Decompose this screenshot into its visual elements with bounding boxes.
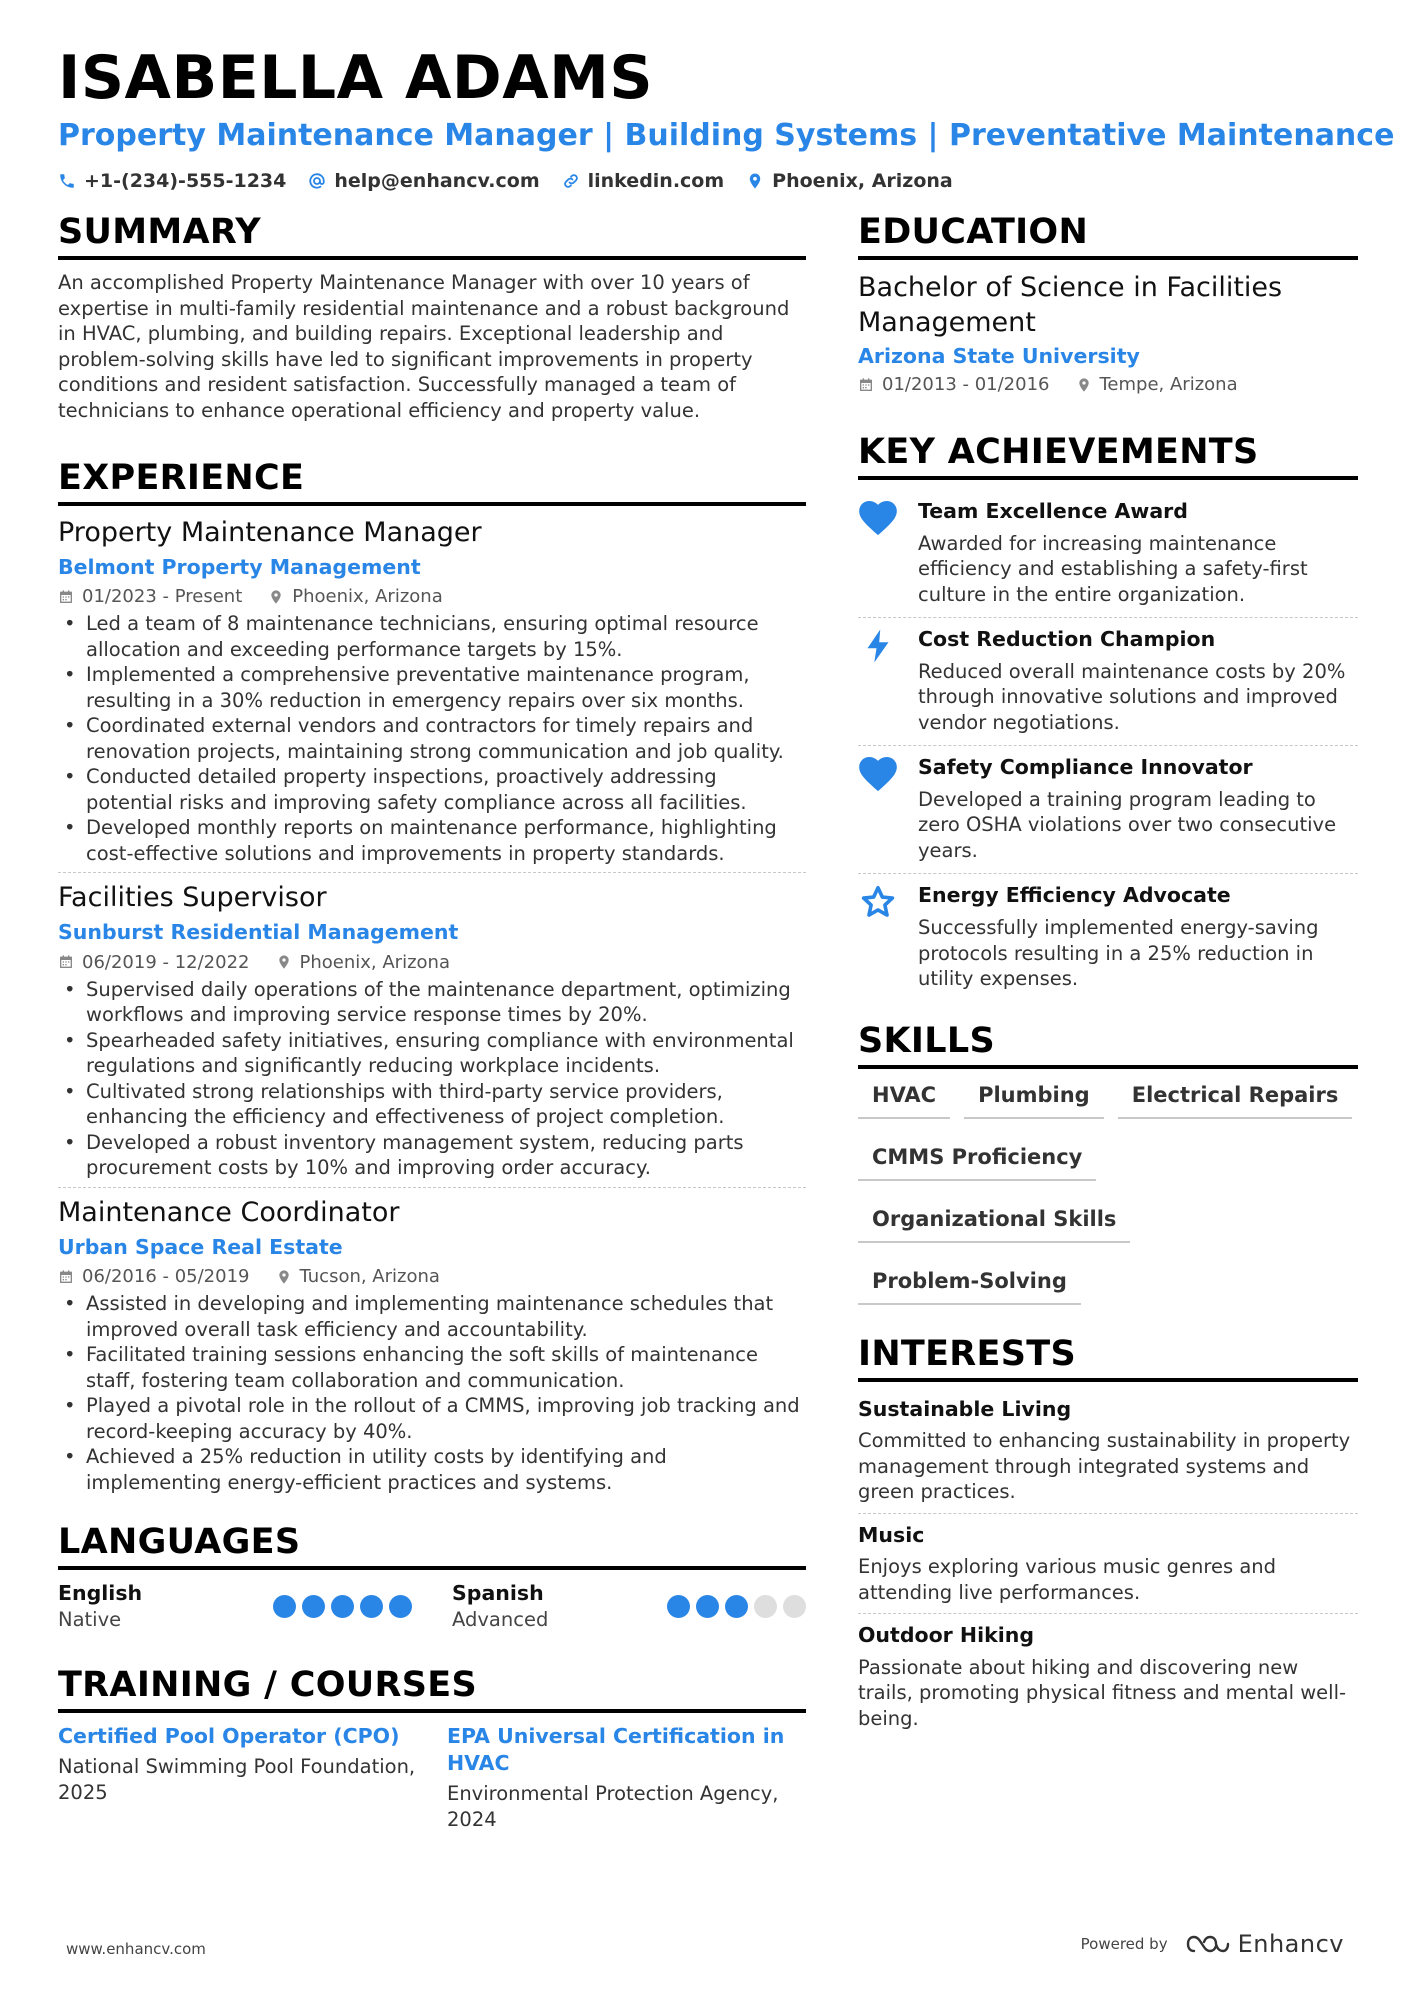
education-location: Tempe, Arizona <box>1099 374 1238 395</box>
education-heading: EDUCATION <box>858 215 1358 260</box>
rating-dot-filled <box>273 1595 296 1618</box>
bullet-item: • Assisted in developing and implementing maintenance schedules that improved overall task efficiency and accountability. <box>58 1291 806 1342</box>
location-icon <box>746 172 764 190</box>
rating-dot-empty <box>754 1595 777 1618</box>
job-meta <box>58 586 806 607</box>
location-icon <box>276 1269 292 1285</box>
bullet-item: • Led a team of 8 maintenance technicians, ensuring optimal resource allocation and exceeding performance targets by 15%. <box>58 611 806 662</box>
bullet-item: • Achieved a 25% reduction in utility costs by identifying and implementing energy-efficient practices and systems. <box>58 1444 806 1495</box>
achievement-desc: Reduced overall maintenance costs by 20% through innovative solutions and improved vendor negotiations. <box>918 659 1346 734</box>
bullet-item: • Coordinated external vendors and contractors for timely repairs and renovation projects, maintaining strong communication and job quality. <box>58 713 806 764</box>
job-title: Maintenance Coordinator <box>58 1196 400 1228</box>
job-bullets <box>58 611 806 866</box>
contact-bar <box>58 170 953 192</box>
headline: Property Maintenance Manager | Building Systems | Preventative Maintenance <box>58 118 1395 153</box>
powered-by-label: Powered by <box>1080 1935 1168 1953</box>
rating-dot-filled <box>725 1595 748 1618</box>
skills-list <box>858 1079 1358 1305</box>
bullet-item: • Developed a robust inventory management system, reducing parts procurement costs by 10% and improving order accuracy. <box>58 1130 806 1181</box>
language-item <box>452 1580 806 1632</box>
job-location: Phoenix, Arizona <box>292 586 443 608</box>
achievement-desc: Developed a training program leading to zero OSHA violations over two consecutive years. <box>918 787 1337 862</box>
job-dates: 06/2019 - 12/2022 <box>82 951 250 973</box>
achievement-title: Cost Reduction Champion <box>918 627 1216 652</box>
star-icon <box>858 882 902 922</box>
achievement-item <box>858 617 1358 745</box>
language-item <box>58 1580 412 1632</box>
skill-tag: Organizational Skills <box>858 1203 1130 1243</box>
right-column <box>858 212 1358 1739</box>
enhancv-logo[interactable] <box>1186 1930 1344 1958</box>
achievement-desc: Successfully implemented energy-saving protocols resulting in a 25% reduction in utility expenses. <box>918 916 1319 991</box>
rating-dot-empty <box>783 1595 806 1618</box>
skill-tag: Problem-Solving <box>858 1265 1081 1305</box>
achievement-item <box>858 873 1358 1001</box>
heart-icon <box>858 498 902 538</box>
degree: Bachelor of Science in Facilities Management <box>858 272 1283 338</box>
location-icon <box>276 954 292 970</box>
contact-email[interactable] <box>308 170 539 192</box>
contact-location-text: Phoenix, Arizona <box>772 170 953 192</box>
interest-item <box>858 1613 1358 1739</box>
skill-tag: CMMS Proficiency <box>858 1141 1096 1181</box>
interest-item <box>858 1513 1358 1614</box>
link-icon <box>562 172 580 190</box>
job-title: Property Maintenance Manager <box>58 517 482 548</box>
contact-phone-text: +1-(234)-555-1234 <box>84 170 287 192</box>
interest-item <box>858 1392 1358 1513</box>
education-section <box>858 212 1358 395</box>
calendar-icon <box>858 377 874 393</box>
rating-dot-filled <box>302 1595 325 1618</box>
contact-location <box>746 170 953 192</box>
contact-linkedin-text: linkedin.com <box>587 170 725 192</box>
contact-email-text: help@enhancv.com <box>334 170 540 192</box>
job-meta <box>58 1266 806 1287</box>
interest-desc: Enjoys exploring various music genres and attending live performances. <box>858 1555 1277 1604</box>
skills-heading: SKILLS <box>858 1024 1358 1069</box>
phone-icon <box>58 172 76 190</box>
achievement-item <box>858 490 1358 617</box>
experience-heading: EXPERIENCE <box>58 461 806 506</box>
job-meta <box>58 952 806 973</box>
job-dates: 01/2023 - Present <box>82 586 243 608</box>
languages-section <box>58 1522 806 1632</box>
language-rating <box>273 1595 412 1618</box>
job-company: Urban Space Real Estate <box>58 1234 343 1259</box>
rating-dot-filled <box>360 1595 383 1618</box>
achievements-heading: KEY ACHIEVEMENTS <box>858 435 1358 480</box>
job-entry <box>58 516 806 872</box>
course-item <box>447 1723 806 1832</box>
calendar-icon <box>58 1269 74 1285</box>
skill-tag: Plumbing <box>964 1079 1104 1119</box>
courses-list <box>58 1723 806 1832</box>
contact-phone[interactable] <box>58 170 286 192</box>
interest-desc: Committed to enhancing sustainability in property management through integrated systems and green practices. <box>858 1429 1351 1504</box>
job-entry <box>58 1187 806 1501</box>
experience-section <box>58 458 806 1501</box>
languages-list <box>58 1580 806 1632</box>
language-name: English <box>58 1581 143 1606</box>
rating-dot-filled <box>389 1595 412 1618</box>
location-icon <box>268 589 284 605</box>
skills-section <box>858 1020 1358 1305</box>
bullet-item: • Played a pivotal role in the rollout of a CMMS, improving job tracking and record-keeping accuracy by 40%. <box>58 1393 806 1444</box>
job-company: Belmont Property Management <box>58 554 421 579</box>
training-heading: TRAINING / COURSES <box>58 1668 806 1713</box>
calendar-icon <box>58 954 74 970</box>
languages-heading: LANGUAGES <box>58 1525 806 1570</box>
bullet-item: • Implemented a comprehensive preventative maintenance program, resulting in a 30% reduction in emergency repairs over six months. <box>58 662 806 713</box>
language-level: Advanced <box>452 1607 549 1631</box>
rating-dot-filled <box>667 1595 690 1618</box>
location-icon <box>1076 377 1092 393</box>
achievement-item <box>858 745 1358 873</box>
achievement-title: Safety Compliance Innovator <box>918 755 1253 780</box>
rating-dot-filled <box>696 1595 719 1618</box>
bullet-item: • Spearheaded safety initiatives, ensuring compliance with environmental regulations and significantly reducing workplace incidents. <box>58 1028 806 1079</box>
left-column <box>58 212 806 1832</box>
achievement-title: Team Excellence Award <box>918 499 1188 523</box>
interest-title: Sustainable Living <box>858 1396 1072 1421</box>
education-meta <box>858 374 1358 395</box>
brand-name: Enhancv <box>1237 1930 1344 1958</box>
heart-icon <box>858 754 902 794</box>
training-section <box>58 1665 806 1832</box>
course-title: Certified Pool Operator (CPO) <box>58 1724 400 1749</box>
school: Arizona State University <box>858 344 1140 368</box>
course-title: EPA Universal Certification in HVAC <box>447 1724 785 1776</box>
enhancv-logo-icon <box>1186 1932 1230 1956</box>
job-bullets <box>58 977 806 1181</box>
bullet-item: • Facilitated training sessions enhancing the soft skills of maintenance staff, fostering team collaboration and communication. <box>58 1342 806 1393</box>
job-location: Phoenix, Arizona <box>299 951 450 973</box>
achievement-desc: Awarded for increasing maintenance efficiency and establishing a safety-first culture in the entire organization. <box>918 531 1308 606</box>
lightning-icon <box>858 626 902 666</box>
interest-title: Music <box>858 1522 925 1547</box>
bullet-item: • Supervised daily operations of the maintenance department, optimizing workflows and improving service response times by 20%. <box>58 977 806 1028</box>
bullet-item: • Developed monthly reports on maintenance performance, highlighting cost-effective solutions and improvements in property standards. <box>58 815 806 866</box>
bullet-item: • Conducted detailed property inspections, proactively addressing potential risks and improving safety compliance across all facilities. <box>58 764 806 815</box>
rating-dot-filled <box>331 1595 354 1618</box>
calendar-icon <box>58 589 74 605</box>
language-rating <box>667 1595 806 1618</box>
job-company: Sunburst Residential Management <box>58 920 459 945</box>
job-title: Facilities Supervisor <box>58 882 327 914</box>
education-dates: 01/2013 - 01/2016 <box>882 374 1050 395</box>
footer-powered <box>1081 1930 1344 1958</box>
course-provider: National Swimming Pool Foundation, 2025 <box>58 1755 416 1804</box>
achievements-section <box>858 432 1358 1002</box>
interests-heading: INTERESTS <box>858 1337 1358 1382</box>
job-location: Tucson, Arizona <box>299 1266 440 1288</box>
language-level: Native <box>58 1607 122 1631</box>
skill-tag: HVAC <box>858 1079 950 1119</box>
job-bullets <box>58 1291 806 1495</box>
interest-title: Outdoor Hiking <box>858 1623 1035 1648</box>
interests-section <box>858 1333 1358 1740</box>
summary-text: An accomplished Property Maintenance Manager with over 10 years of expertise in multi-family residential maintenance and a robust background in HVAC, plumbing, and building repairs. Exceptional leadership and problem-solving skills have led to significant improvements in property conditions and resident satisfaction. Successfully managed a team of technicians to enhance operational efficiency and property value. <box>58 271 790 422</box>
course-provider: Environmental Protection Agency, 2024 <box>447 1782 779 1831</box>
job-entry <box>58 872 806 1186</box>
at-icon <box>308 172 326 190</box>
footer-website[interactable]: www.enhancv.com <box>66 1940 206 1958</box>
job-dates: 06/2016 - 05/2019 <box>82 1266 250 1288</box>
course-item <box>58 1723 417 1832</box>
interest-desc: Passionate about hiking and discovering new trails, promoting physical fitness and mental well-being. <box>858 1655 1347 1730</box>
contact-linkedin[interactable] <box>562 170 725 192</box>
summary-section <box>58 212 806 423</box>
summary-heading: SUMMARY <box>58 215 806 260</box>
language-name: Spanish <box>452 1581 544 1606</box>
skill-tag: Electrical Repairs <box>1118 1079 1353 1119</box>
bullet-item: • Cultivated strong relationships with third-party service providers, enhancing the efficiency and effectiveness of project completion. <box>58 1079 806 1130</box>
achievement-title: Energy Efficiency Advocate <box>918 883 1231 908</box>
candidate-name: ISABELLA ADAMS <box>58 43 654 113</box>
